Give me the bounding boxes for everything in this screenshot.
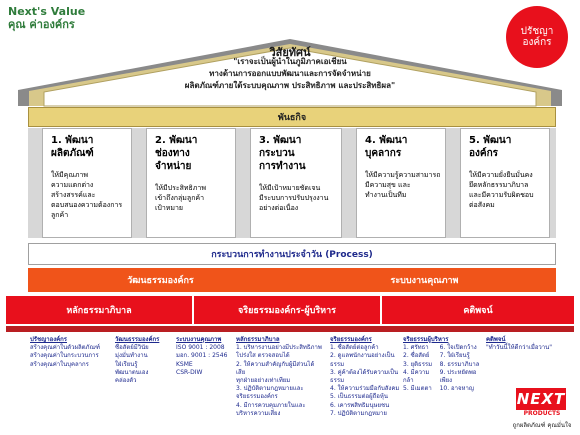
pillar-desc-line: ทำงานเป็นทีม xyxy=(365,191,407,199)
foundation-governance[interactable]: หลักธรรมาภิบาล xyxy=(6,296,194,324)
foundation-strip xyxy=(6,326,574,332)
notes-heading: ปรัชญาองค์กร xyxy=(30,336,67,343)
pillar-desc-line: ให้มีประสิทธิภาพ xyxy=(155,184,206,192)
note-item: 4. มีการควบคุมภายในและ xyxy=(236,401,306,409)
note-item: 3. คู่ค้าต้องได้รับความเป็นธรรม xyxy=(330,368,399,385)
pillar-desc-line: ตอบสนองความต้องการลูกค้า xyxy=(51,201,123,219)
pillar-title: ผลิตภัณฑ์ xyxy=(51,148,94,159)
notes-ethics xyxy=(330,336,400,418)
note-item: 7. ใฝ่เรียนรู้ xyxy=(439,352,470,360)
notes-heading: จริยธรรมองค์กร xyxy=(330,336,372,343)
pillar-desc-line: เข้าถึงกลุ่มลูกค้า xyxy=(155,194,205,202)
pillar-organization[interactable] xyxy=(460,128,550,238)
pillar-desc-line: ให้มีความรู้ความสามารถ xyxy=(365,171,441,179)
culture-band[interactable]: วัฒนธรรมองค์กร xyxy=(28,268,293,292)
note-item: 5. เป็นธรรมต่อผู้ถือหุ้น xyxy=(330,393,388,401)
note-item: 6. ใจเปิดกว้าง xyxy=(439,344,477,352)
note-item: CSR-DIW xyxy=(176,368,203,376)
pillar-desc-line: มีระบบการปรับปรุงงาน xyxy=(259,194,329,202)
note-item: บริหารความเสี่ยง xyxy=(236,409,281,417)
pillar-desc-line: มีความสุข และ xyxy=(365,181,411,189)
foundation-motto[interactable]: คติพจน์ xyxy=(382,296,574,324)
note-item: สร้างคุณค่าในบุคลากร xyxy=(30,360,89,368)
pillar-gap xyxy=(446,128,460,238)
page-title: Next's Value xyxy=(8,5,86,18)
pillar-title: 2. พัฒนา xyxy=(155,135,198,146)
pillar-title: จำหน่าย xyxy=(155,161,192,172)
pillar-desc-line: ยึดหลักธรรมาภิบาล xyxy=(469,181,529,189)
pillar-title: กระบวน xyxy=(259,148,295,159)
pillar-product[interactable] xyxy=(42,128,132,238)
pillar-title: 3. พัฒนา xyxy=(259,135,302,146)
note-item: 1. บริหารงานอย่างมีประสิทธิภาพ xyxy=(236,344,322,352)
note-item: สร้างคุณค่าในตัวผลิตภัณฑ์ xyxy=(30,344,101,352)
pillar-desc-line: ความแตกต่าง xyxy=(51,181,94,189)
note-item: ISO 9001 : 2008 xyxy=(176,344,225,352)
note-item: จริยธรรมองค์กร xyxy=(236,393,278,401)
pillar-description xyxy=(365,170,441,200)
notes-executive-ethics xyxy=(403,336,483,393)
pillar-desc-line: สร้างสรรค์และ xyxy=(51,191,96,199)
vision-line: ทางด้านการออกแบบพัฒนาและการจัดจำหน่าย xyxy=(209,69,371,78)
note-item: มอก. 9001 : 2546 xyxy=(176,352,228,360)
pillar-process[interactable] xyxy=(250,128,342,238)
note-item: 2. ให้ความสำคัญกับผู้มีส่วนได้เสีย xyxy=(236,360,315,376)
exec-ethics-col xyxy=(403,344,436,393)
notes-heading: วัฒนธรรมองค์กร xyxy=(115,336,160,343)
process-band: กระบวนการทำงานประจำวัน (Process) xyxy=(28,243,556,265)
logo-subtext: PRODUCTS xyxy=(523,410,561,417)
pillar-gap xyxy=(28,128,42,238)
quality-system-band[interactable]: ระบบงานคุณภาพ xyxy=(293,268,556,292)
note-item: "ทำวันนี้ให้ดีกว่าเมื่อวาน" xyxy=(486,344,553,352)
pillar-title: องค์กร xyxy=(469,148,499,159)
pillar-title: บุคลากร xyxy=(365,148,402,159)
notes-motto xyxy=(486,336,576,352)
logo-tagline: ถูกผลิตภัณฑ์ คุณมั่นใจ xyxy=(512,422,572,429)
mission-band: พันธกิจ xyxy=(28,107,556,127)
note-item: พัฒนาตนเอง xyxy=(115,368,149,376)
note-item: คล่องตัว xyxy=(115,377,137,385)
foundation-ethics[interactable]: จริยธรรมองค์กร-ผู้บริหาร xyxy=(194,296,382,324)
note-item: 3. ปฏิบัติตามกฎหมายและ xyxy=(236,385,304,393)
note-item: 5. มีเมตตา xyxy=(403,385,432,393)
pillar-desc-line: เป้าหมาย xyxy=(155,204,184,212)
pillar-description xyxy=(51,170,127,220)
notes-culture xyxy=(115,336,171,385)
note-item: 9. ประหยัดพอเพียง xyxy=(439,368,477,385)
pillar-title: การทำงาน xyxy=(259,161,306,172)
note-item: ซื่อสัตย์มีวินัย xyxy=(115,344,149,352)
note-item: มุ่งมั่นทำงาน xyxy=(115,352,148,360)
pillar-desc-line: อย่างต่อเนื่อง xyxy=(259,204,299,212)
pillar-title: 1. พัฒนา xyxy=(51,135,94,146)
note-item: 4. มีความกล้า xyxy=(403,368,430,385)
pillar-gap xyxy=(550,128,556,238)
pillar-description xyxy=(259,183,337,213)
pillar-people[interactable] xyxy=(356,128,446,238)
note-item: สร้างคุณค่าในกระบวนการ xyxy=(30,352,99,360)
note-item: 1. ซื่อสัตย์ต่อลูกค้า xyxy=(330,344,379,352)
note-item: 6. เคารพสิทธิมนุษยชน xyxy=(330,401,390,409)
pillar-desc-line: ให้มีความยั่งยืนมั่นคง xyxy=(469,171,533,179)
page-subtitle: คุณ ค่าองค์กร xyxy=(8,18,75,31)
pillar-desc-line: ต่อสังคม xyxy=(469,201,495,209)
vision-text xyxy=(150,56,430,92)
pillar-description xyxy=(155,183,231,213)
note-item: ทุกฝ่ายอย่างเท่าเทียม xyxy=(236,377,291,385)
note-item: 8. ธรรมาภิบาล xyxy=(439,360,480,368)
note-item: 1. ศรัทธา xyxy=(403,344,429,352)
note-item: 7. ปฏิบัติตามกฎหมาย xyxy=(330,409,387,417)
note-item: KSME xyxy=(176,360,193,368)
vision-title: วิสัยทัศน์ xyxy=(269,46,311,59)
note-item: ใฝ่เรียนรู้ xyxy=(115,360,138,368)
note-item: 2. ซื่อสัตย์ xyxy=(403,352,430,360)
pillar-desc-line: ให้มีเป้าหมายชัดเจน xyxy=(259,184,321,192)
next-logo: NEXT xyxy=(516,390,566,408)
note-item: 10. อาจหาญ xyxy=(439,385,474,393)
notes-heading: ระบบงานคุณภาพ xyxy=(176,336,222,343)
notes-heading: คติพจน์ xyxy=(486,336,506,343)
note-item: 4. ให้ความร่วมมือกับสังคม xyxy=(330,385,400,393)
pillar-title: ช่องทาง xyxy=(155,148,190,159)
pillar-gap xyxy=(236,128,250,238)
vision-line: "เราจะเป็นผู้นำในภูมิภาคเอเชียน xyxy=(233,57,347,66)
notes-quality xyxy=(176,336,232,377)
pillar-title: 4. พัฒนา xyxy=(365,135,408,146)
note-item: 2. ดูแลพนักงานอย่างเป็นธรรม xyxy=(330,352,395,368)
notes-philosophy xyxy=(30,336,110,369)
pillar-gap xyxy=(342,128,356,238)
pillar-desc-line: ให้มีคุณภาพ xyxy=(51,171,88,179)
note-item: โปร่งใส ตรวจสอบได้ xyxy=(236,352,290,360)
note-item: 3. ยุติธรรม xyxy=(403,360,433,368)
pillar-channel[interactable] xyxy=(146,128,236,238)
notes-heading: จริยธรรมผู้บริหาร xyxy=(403,336,449,343)
notes-governance xyxy=(236,336,322,418)
philosophy-badge[interactable]: ปรัชญาองค์กร xyxy=(506,6,568,68)
pillar-description xyxy=(469,170,545,210)
exec-ethics-columns xyxy=(403,344,483,393)
pillar-desc-line: และมีความรับผิดชอบ xyxy=(469,191,534,199)
pillar-title: 5. พัฒนา xyxy=(469,135,512,146)
exec-ethics-col xyxy=(440,344,483,393)
pillar-gap xyxy=(132,128,146,238)
notes-heading: หลักธรรมาภิบาล xyxy=(236,336,280,343)
vision-line: ผลิตภัณฑ์ภายใต้ระบบคุณภาพ ประสิทธิภาพ และประสิทธิผล" xyxy=(184,81,396,90)
